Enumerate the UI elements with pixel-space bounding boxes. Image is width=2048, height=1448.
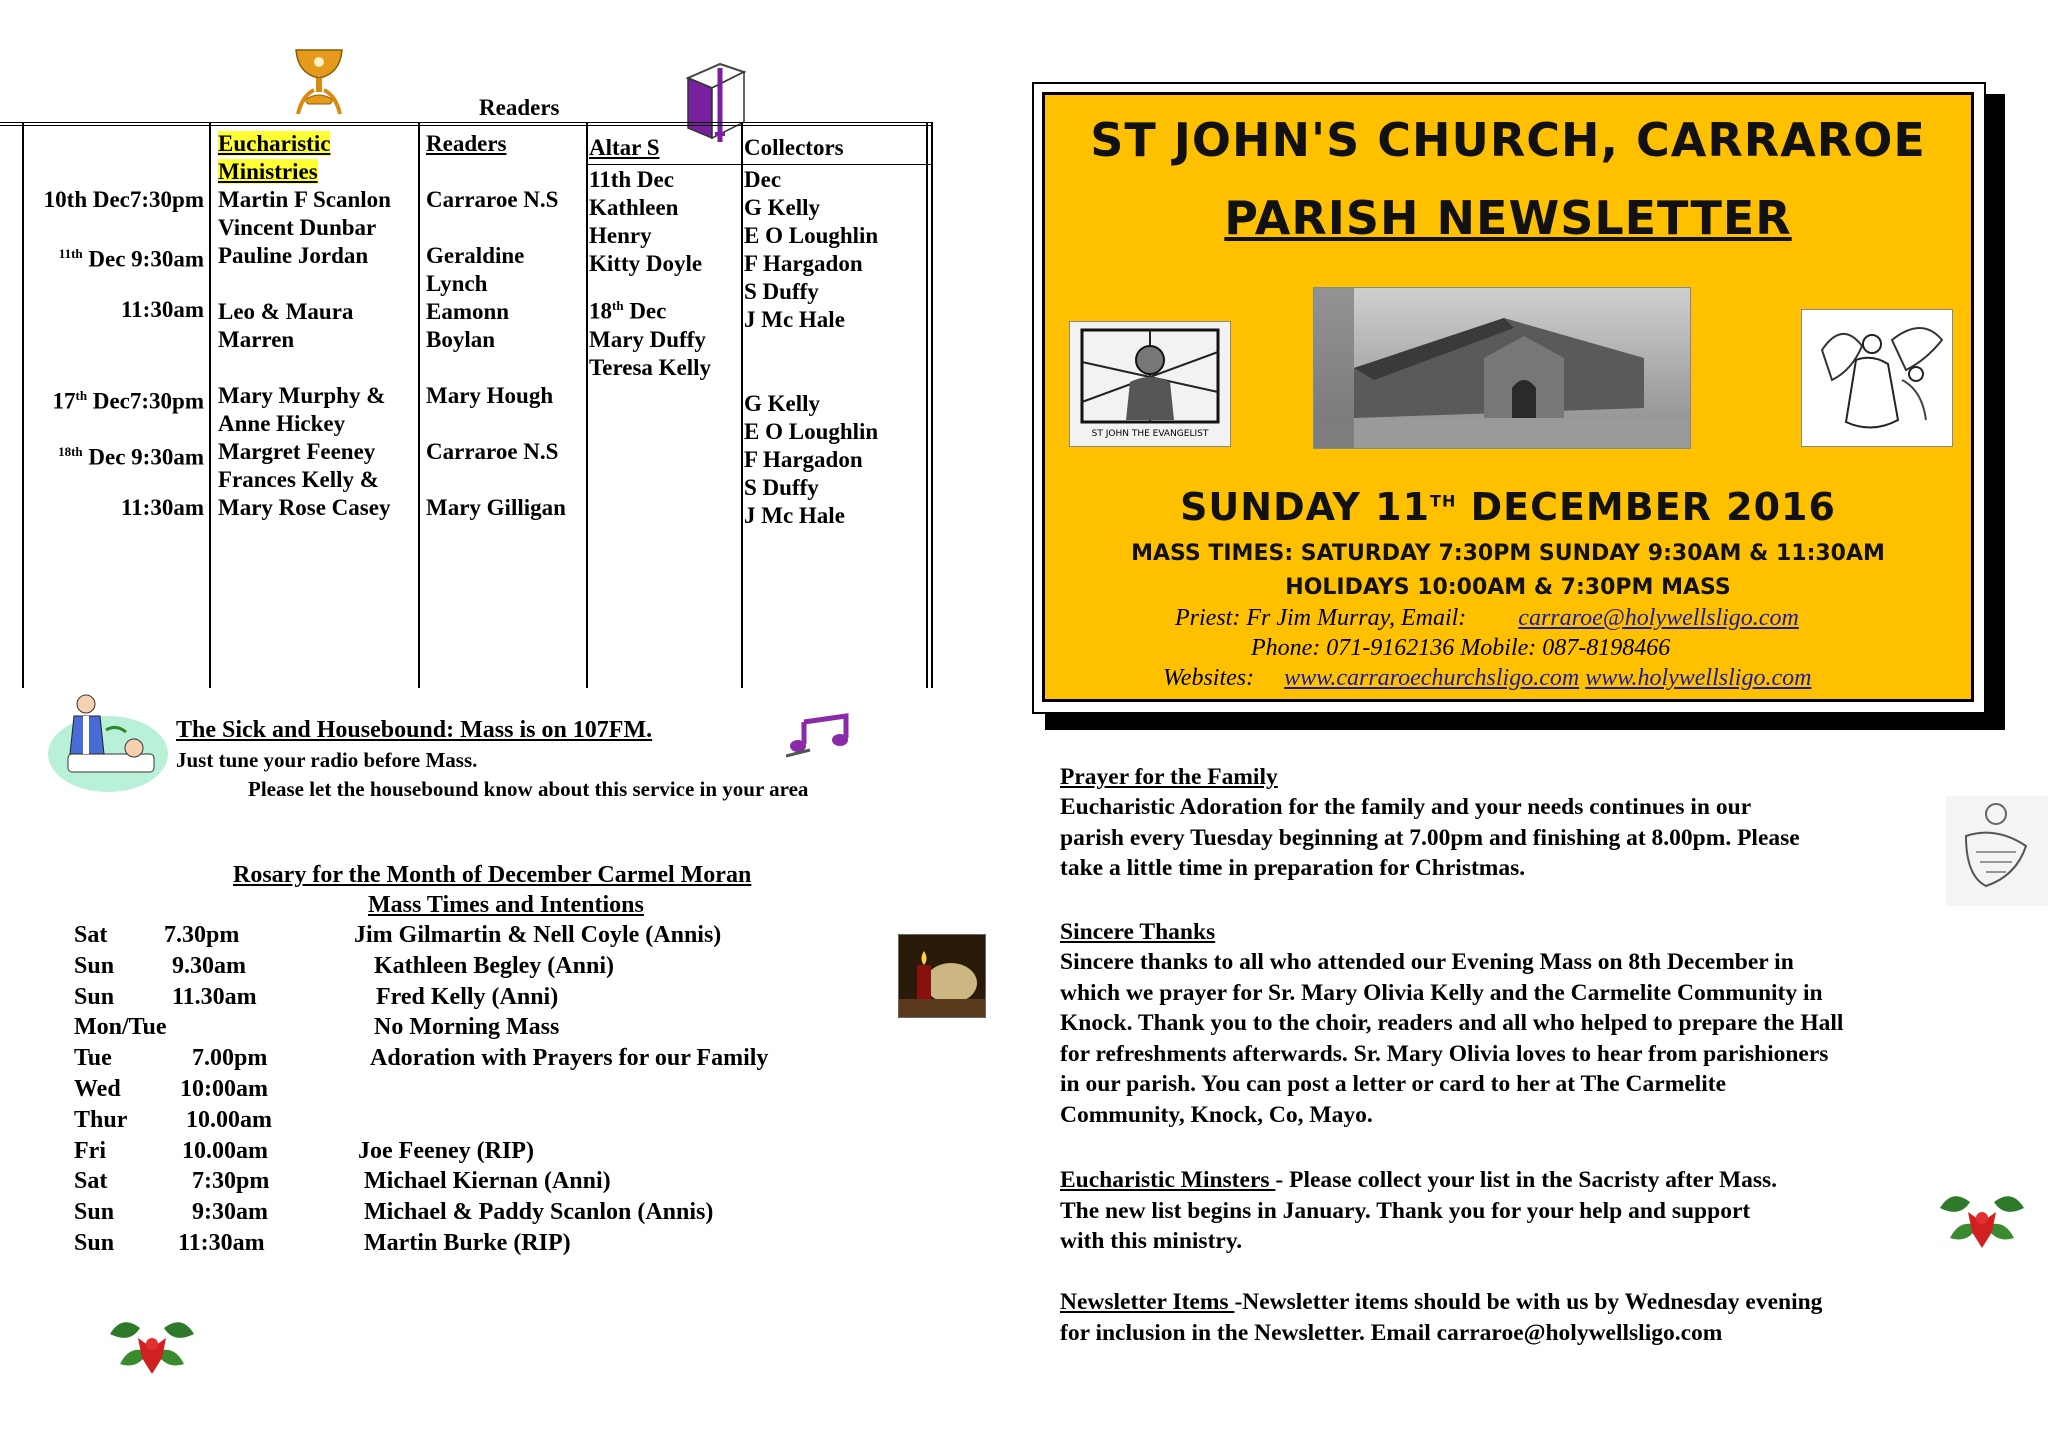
- email-link[interactable]: carraroe@holywellsligo.com: [1518, 605, 1799, 631]
- intention-row: Tue 7.00pm Adoration with Prayers for our Family: [74, 1045, 769, 1072]
- mass-intentions-table: [74, 921, 874, 1260]
- header-altar-servers: Altar S: [589, 135, 660, 160]
- phone-numbers: Phone: 071-9162136 Mobile: 087-8198466: [1251, 635, 1671, 661]
- header-collectors: Collectors: [744, 135, 844, 160]
- church-photo: [1313, 287, 1691, 449]
- thanks-heading: Sincere Thanks: [1060, 919, 1216, 945]
- roster-top-label: Readers: [479, 95, 560, 120]
- intention-row: Sun 11:30am Martin Burke (RIP): [74, 1229, 571, 1256]
- altar-server-list: 11th Dec Kathleen Henry Kitty Doyle 18th Dec Mary Duffy Teresa Kelly: [589, 167, 712, 380]
- time-slot: $^{18th}$ Dec 9:30am: [58, 444, 204, 470]
- intention-row: Mon/Tue No Morning Mass: [74, 1014, 560, 1041]
- intention-row: Sun 9.30am Kathleen Begley (Anni): [74, 952, 614, 979]
- intention-row: Wed 10:00am: [74, 1075, 268, 1102]
- music-note-icon: [782, 712, 864, 760]
- sick-line-2: Please let the housebound know about this service in your area: [248, 777, 809, 801]
- newsletter-date: SUNDAY 11TH DECEMBER 2016: [1180, 485, 1836, 529]
- holly-icon: [100, 1304, 204, 1382]
- sick-visit-icon: [46, 690, 170, 796]
- roster-table: [0, 122, 932, 688]
- website-link[interactable]: www.carraroechurchsligo.com: [1284, 665, 1580, 691]
- ministers-notice: Eucharistic Minsters - Please collect your list in the Sacristy after Mass. The new list begins in January. Thank you for your help and support with this ministry.: [1060, 1167, 1778, 1254]
- mass-intentions-heading: Mass Times and Intentions: [368, 892, 644, 918]
- newsletter-header: [1042, 92, 1974, 702]
- rosary-heading: Rosary for the Month of December Carmel Moran: [233, 862, 752, 888]
- holiday-times: HOLIDAYS 10:00AM & 7:30PM MASS: [1285, 575, 1731, 600]
- svg-text:ST JOHN THE EVANGELIST: ST JOHN THE EVANGELIST: [1091, 429, 1209, 439]
- newsletter-items-notice: Newsletter Items -Newsletter items should be with us by Wednesday evening for inclusion in the Newsletter. Email carraroe@holywellsligo.com: [1060, 1289, 1823, 1346]
- time-slot: 11:30am: [120, 297, 204, 322]
- time-slot: $^{11th}$ Dec 9:30am: [58, 246, 204, 272]
- minister-list: Martin F Scanlon Vincent Dunbar Pauline Jordan Leo & Maura Marren Mary Murphy & Anne Hickey Margret Feeney Frances Kelly & Mary Rose Casey: [218, 187, 391, 520]
- prayer-body: Eucharistic Adoration for the family and your needs continues in our parish every Tuesday beginning at 7.00pm and finishing at 8.00pm. Please take a little time in preparation for Christmas.: [1060, 794, 1800, 881]
- angels-image: [1801, 309, 1953, 447]
- time-slot: 11:30am: [120, 495, 204, 520]
- newsletter-title: PARISH NEWSLETTER: [1224, 191, 1792, 245]
- praying-hands-icon: [1946, 796, 2048, 906]
- chalice-icon: [290, 44, 348, 118]
- website-link[interactable]: www.holywellsligo.com: [1585, 665, 1812, 691]
- thanks-body: Sincere thanks to all who attended our Evening Mass on 8th December in which we prayer for Sr. Mary Olivia Kelly and the Carmelite Community in Knock. Thank you to the choir, readers and all who helped to prepare the Hall for refreshments afterwards. Sr. Mary Olivia loves to hear from parishioners in our parish. You can post a letter or card to her at The Carmelite Community, Knock, Co, Mayo.: [1060, 949, 1844, 1128]
- intention-row: Sun 11.30am Fred Kelly (Anni): [74, 983, 559, 1010]
- holly-icon: [1930, 1178, 2034, 1256]
- header-eucharistic-ministries: Eucharistic Ministries: [218, 131, 331, 184]
- intention-row: Fri 10.00am Joe Feeney (RIP): [74, 1137, 534, 1164]
- church-title: ST JOHN'S CHURCH, CARRAROE: [1090, 113, 1926, 167]
- collector-list: Dec G Kelly E O Loughlin F Hargadon S Duffy J Mc Hale G Kelly E O Loughlin F Hargadon S Duffy J Mc Hale: [744, 167, 879, 528]
- candle-image: [898, 934, 986, 1018]
- reader-list: Carraroe N.S Geraldine Lynch Eamonn Boylan Mary Hough Carraroe N.S Mary Gilligan: [426, 187, 566, 520]
- prayer-heading: Prayer for the Family: [1060, 764, 1278, 790]
- intention-row: Sat 7.30pm Jim Gilmartin & Nell Coyle (Annis): [74, 922, 722, 948]
- header-readers: Readers: [426, 131, 507, 156]
- sick-line-1: Just tune your radio before Mass.: [176, 748, 478, 772]
- intention-row: Sun 9:30am Michael & Paddy Scanlon (Annis): [74, 1199, 714, 1226]
- mass-times: MASS TIMES: SATURDAY 7:30PM SUNDAY 9:30AM & 11:30AM: [1131, 541, 1885, 566]
- time-slot: 17th Dec7:30pm: [52, 388, 204, 414]
- stained-glass-image: [1069, 321, 1231, 447]
- sick-heading: The Sick and Housebound: Mass is on 107FM.: [176, 717, 653, 743]
- intention-row: Sat 7:30pm Michael Kiernan (Anni): [74, 1168, 611, 1195]
- websites: Websites: www.carraroechurchsligo.com www.holywellsligo.com: [1163, 665, 1812, 691]
- time-slot: 10th Dec7:30pm: [43, 187, 204, 212]
- intention-row: Thur 10.00am: [74, 1106, 272, 1133]
- priest-contact: Priest: Fr Jim Murray, Email: carraroe@holywellsligo.com: [1175, 605, 1799, 631]
